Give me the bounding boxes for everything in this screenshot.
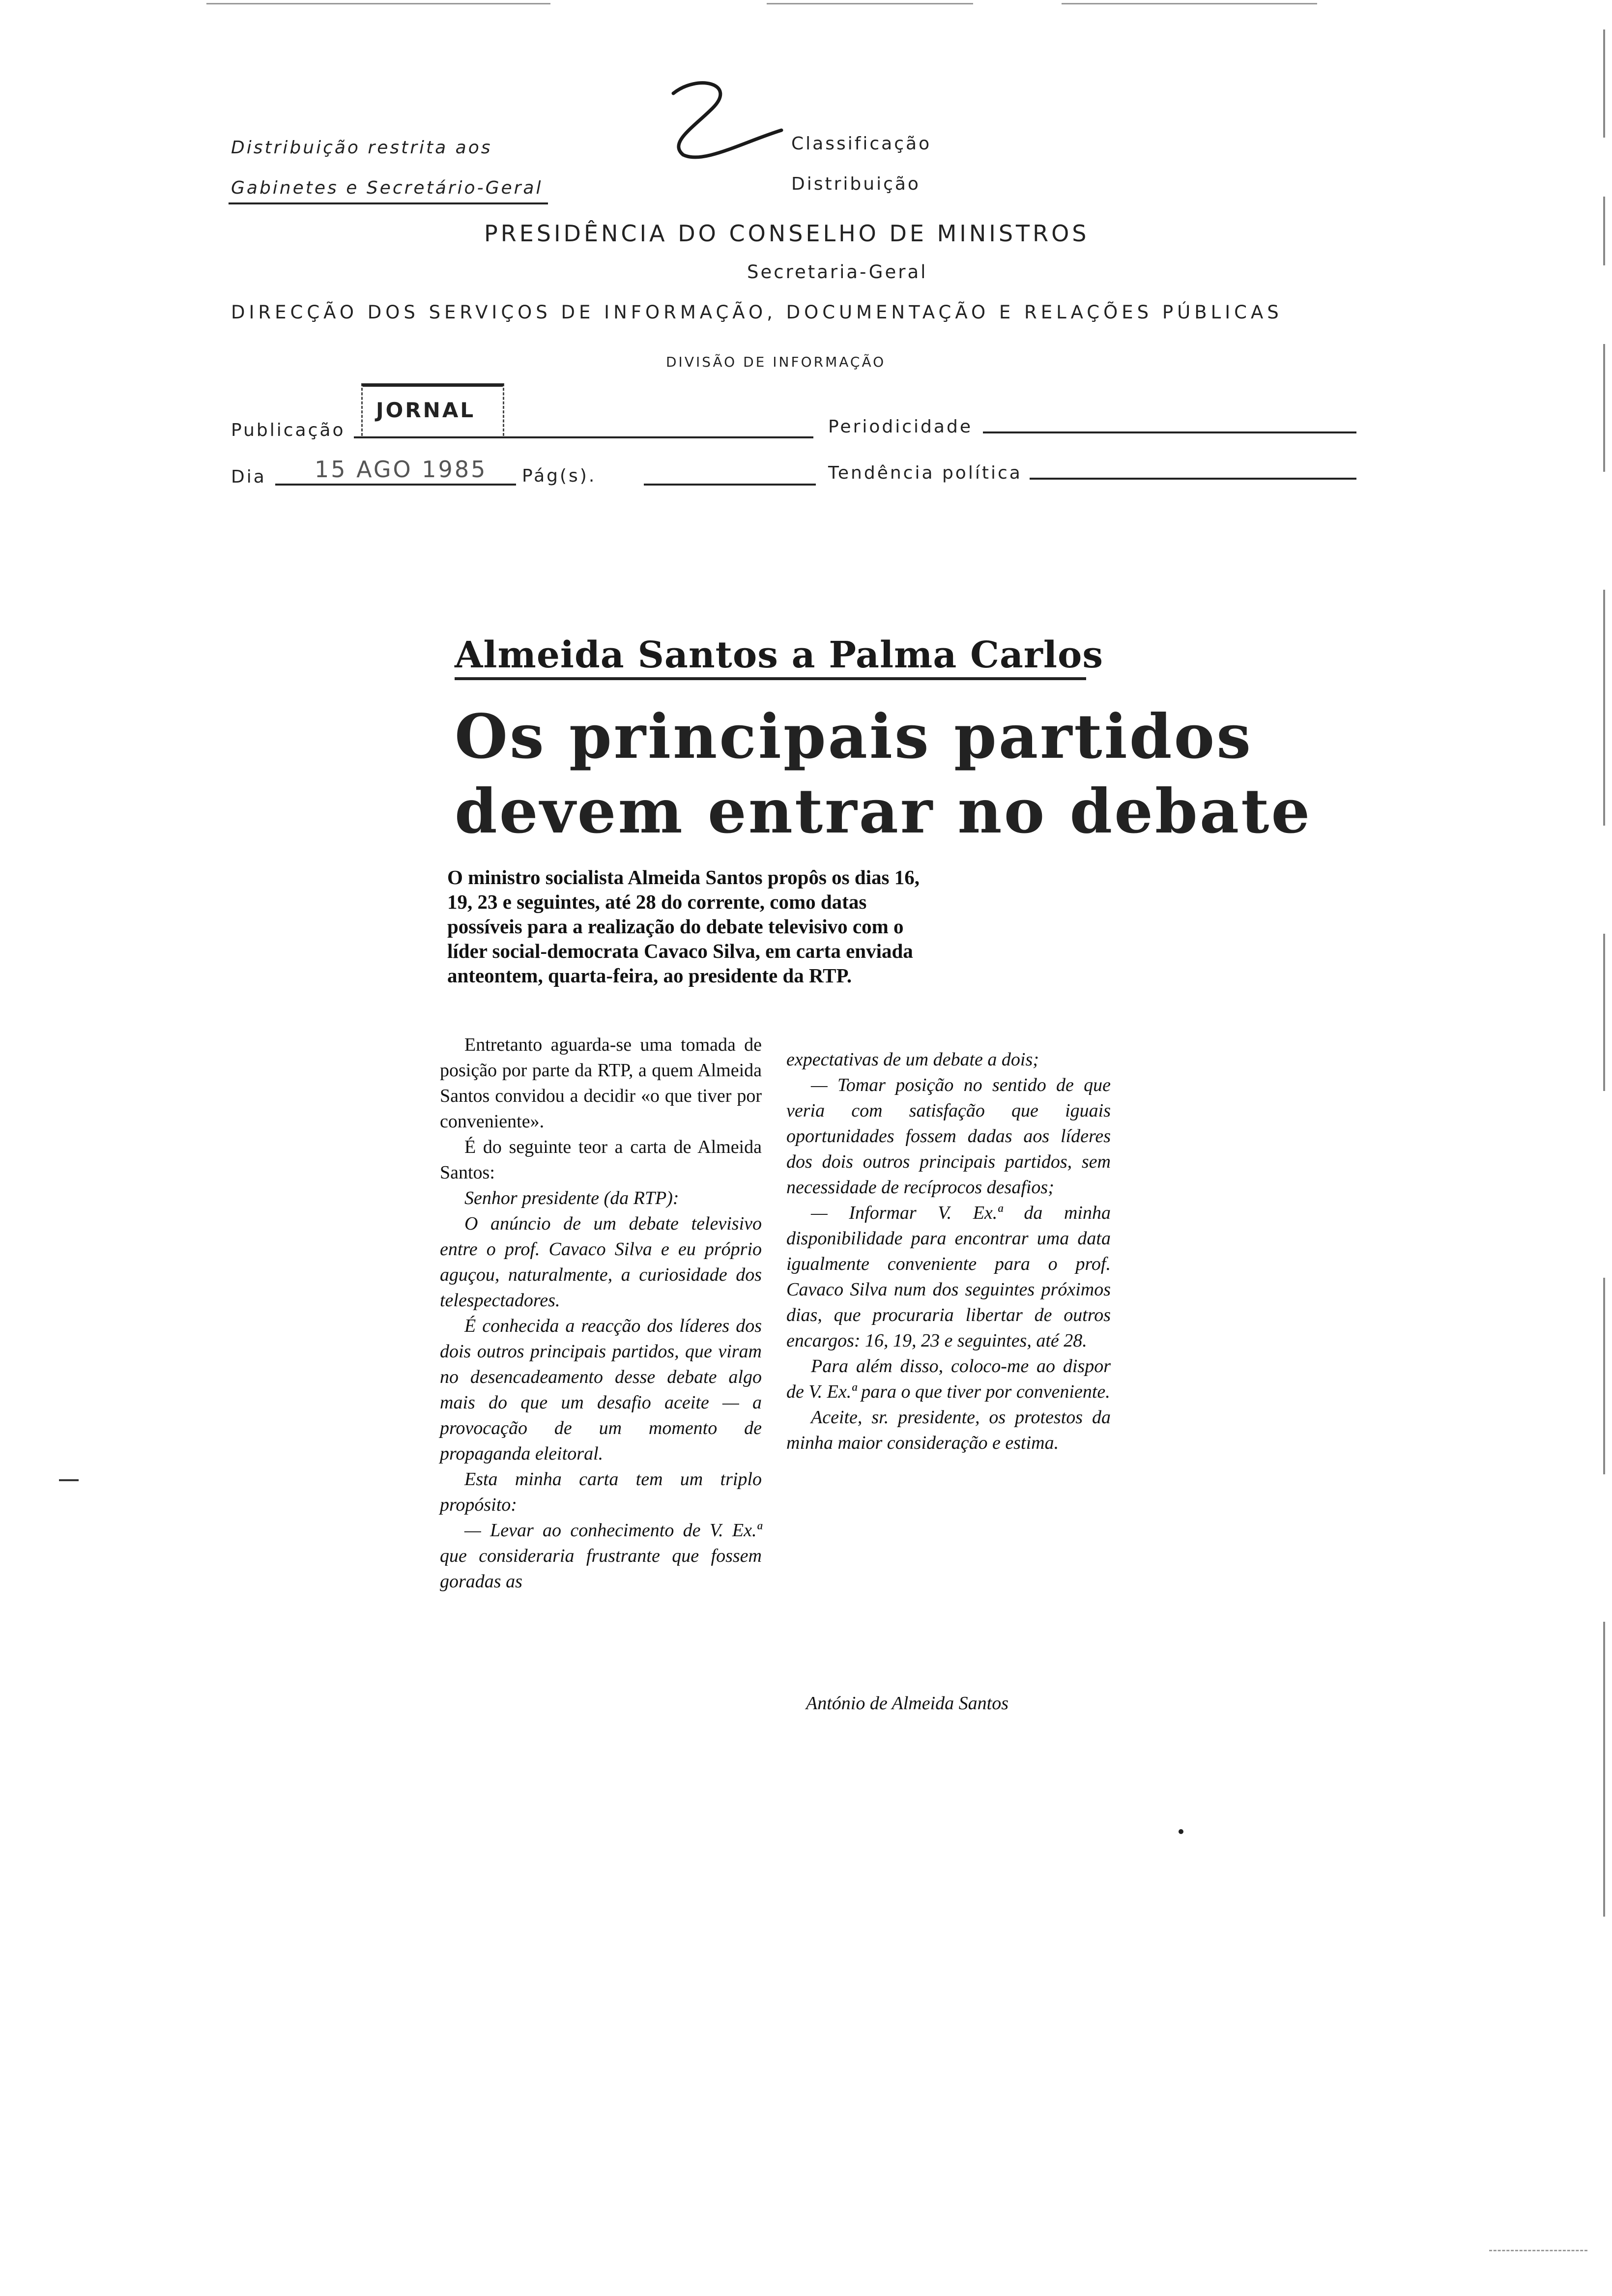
distribution-underline xyxy=(229,202,548,204)
lead-line: anteontem, quarta-feira, ao presidente da RTP. xyxy=(447,964,852,987)
lead-line: líder social-democrata Cavaco Silva, em carta enviada xyxy=(447,940,913,962)
scan-edge-line xyxy=(1062,3,1317,4)
paragraph: — Tomar posição no sentido de que veria com satisfação que iguais oportunidades fossem dadas aos líderes dos dois outros principais partidos, sem necessidade de recíprocos desafios; xyxy=(786,1075,1111,1198)
political-tendency-field-line xyxy=(1030,478,1356,480)
paragraph: É conhecida a reacção dos líderes dos dois outros principais partidos, que viram no desencadeamento desse debate algo mais do que um desafio aceite — a provocação de um momento de propaganda eleitoral. xyxy=(440,1316,762,1464)
publication-stamp: JORNAL xyxy=(376,398,476,422)
directorate-line: DIRECÇÃO DOS SERVIÇOS DE INFORMAÇÃO, DOCUMENTAÇÃO E RELAÇÕES PÚBLICAS xyxy=(231,302,1283,323)
day-label: Dia xyxy=(231,467,266,487)
scan-edge-artifact xyxy=(1489,2250,1587,2251)
publication-field-line xyxy=(354,436,813,438)
article-headline-line1: Os principais partidos xyxy=(455,701,1253,773)
day-stamp: 15 AGO 1985 xyxy=(315,456,488,483)
kicker-underline xyxy=(455,677,1086,680)
lead-line: possíveis para a realização do debate televisivo com o xyxy=(447,915,904,938)
pages-field-line xyxy=(644,484,816,486)
scan-edge-line xyxy=(206,3,550,4)
paragraph: — Levar ao conhecimento de V. Ex.ª que consideraria frustrante que fossem goradas as xyxy=(440,1520,762,1592)
scan-mark xyxy=(59,1479,79,1481)
paragraph: Para além disso, coloco-me ao dispor de V. Ex.ª para o que tiver por conveniente. xyxy=(786,1356,1111,1402)
handwritten-number-mark xyxy=(654,79,791,167)
article-column-2 xyxy=(786,1047,1111,1456)
scan-edge-artifact xyxy=(1603,1278,1605,1474)
publication-label: Publicação xyxy=(231,420,345,440)
scan-edge-artifact xyxy=(1603,1622,1605,1917)
scan-edge-artifact xyxy=(1603,590,1605,826)
pages-label: Pág(s). xyxy=(522,466,597,486)
classification-label: Classificação xyxy=(791,134,932,154)
article-column-1 xyxy=(440,1032,762,1594)
scan-edge-artifact xyxy=(1603,29,1605,138)
article-kicker: Almeida Santos a Palma Carlos xyxy=(455,634,1104,676)
scan-edge-artifact xyxy=(1603,934,1605,1091)
article-headline-line2: devem entrar no debate xyxy=(455,776,1312,847)
paragraph: Entretanto aguarda-se uma tomada de posição por parte da RTP, a quem Almeida Santos convidou a decidir «o que tiver por conveniente». xyxy=(440,1034,762,1132)
paragraph: Esta minha carta tem um triplo propósito: xyxy=(440,1469,762,1515)
lead-line: 19, 23 e seguintes, até 28 do corrente, como datas xyxy=(447,890,867,913)
paragraph: O anúncio de um debate televisivo entre o prof. Cavaco Silva e eu próprio aguçou, naturalmente, a curiosidade dos telespectadores. xyxy=(440,1213,762,1311)
scan-dot xyxy=(1179,1829,1183,1834)
periodicity-field-line xyxy=(983,431,1356,433)
article-lead xyxy=(447,865,1106,988)
scan-edge-line xyxy=(767,3,973,4)
org-title: PRESIDÊNCIA DO CONSELHO DE MINISTROS xyxy=(484,220,1090,247)
paragraph: É do seguinte teor a carta de Almeida Santos: xyxy=(440,1137,762,1183)
letter-signature: António de Almeida Santos xyxy=(806,1693,1008,1714)
division-line: DIVISÃO DE INFORMAÇÃO xyxy=(666,354,886,370)
distribution-label: Distribuição xyxy=(791,174,921,194)
paragraph: expectativas de um debate a dois; xyxy=(786,1049,1039,1070)
distribution-note-line2: Gabinetes e Secretário-Geral xyxy=(231,178,543,198)
day-field-line xyxy=(275,484,516,486)
lead-line: O ministro socialista Almeida Santos propôs os dias 16, xyxy=(447,866,920,889)
org-subtitle: Secretaria-Geral xyxy=(747,261,928,283)
scan-edge-artifact xyxy=(1603,197,1605,265)
political-tendency-label: Tendência política xyxy=(828,463,1022,483)
paragraph: — Informar V. Ex.ª da minha disponibilidade para encontrar uma data igualmente conveniente para o prof. Cavaco Silva num dos seguintes próximos dias, que procuraria libertar de outros encargos: 16, 19, 23 e seguintes, até 28. xyxy=(786,1203,1111,1351)
periodicity-label: Periodicidade xyxy=(828,417,973,437)
paragraph: Senhor presidente (da RTP): xyxy=(464,1188,679,1208)
distribution-note-line1: Distribuição restrita aos xyxy=(231,138,492,158)
scan-edge-artifact xyxy=(1603,344,1605,472)
paragraph: Aceite, sr. presidente, os protestos da minha maior consideração e estima. xyxy=(786,1407,1111,1453)
